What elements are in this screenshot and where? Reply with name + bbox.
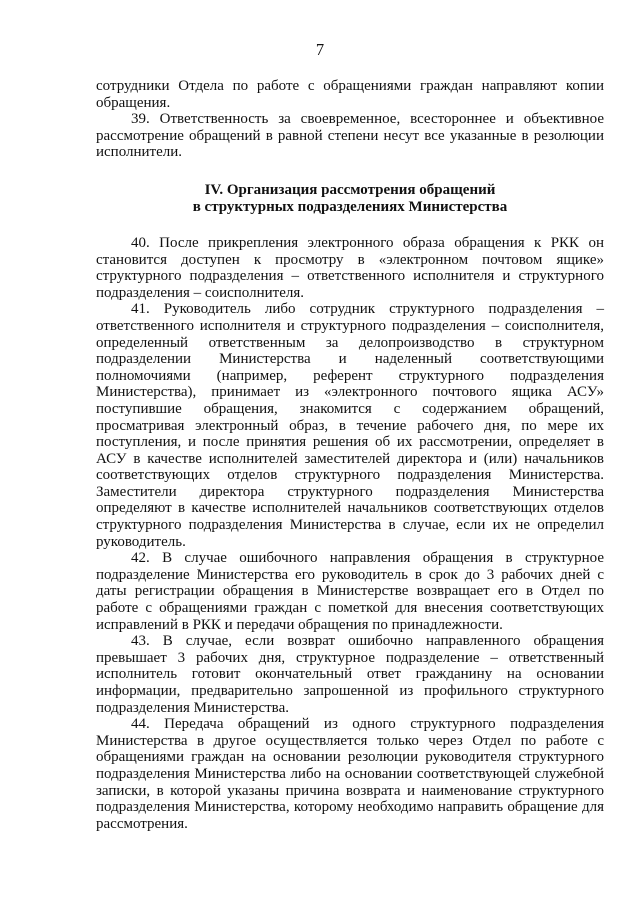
section-heading-line-2: в структурных подразделениях Министерства — [192, 198, 508, 215]
paragraph-39: 39. Ответственность за своевременное, всестороннее и объективное рассмотрение обращений в равной степени несут все указанные в резолюции исполнители. — [96, 111, 604, 161]
paragraph-43: 43. В случае, если возврат ошибочно направленного обращения превышает 3 рабочих дня, структурное подразделение – ответственный исполнитель готовит окончательный ответ гражданину на основании информации, предварительно запрошенной из профильного структурного подразделения Министерства. — [96, 633, 604, 716]
paragraph-40: 40. После прикрепления электронного образа обращения к РКК он становится доступен к просмотру в «электронном почтовом ящике» структурного подразделения – ответственного исполнителя и структурного подразделения – соисполнителя. — [96, 234, 604, 301]
document-body — [96, 78, 604, 832]
paragraph-44: 44. Передача обращений из одного структурного подразделения Министерства в другое осуществляется только через Отдел по работе с обращениями граждан на основании резолюции руководителя структурного подразделения Министерства либо на основании соответствующей служебной записки, в которой указаны причина возврата и наименование структурного подразделения Министерства, которому необходимо направить обращение для рассмотрения. — [96, 716, 604, 832]
section-heading — [96, 182, 604, 216]
paragraph-41: 41. Руководитель либо сотрудник структурного подразделения – ответственного исполнителя и структурного подразделения – соисполнителя, определенный ответственным за делопроизводство в структурном подразделении Министерства и наделенный соответствующими полномочиями (например, референт структурного подразделения Министерства), принимает из «электронного почтового ящика АСУ» поступившие обращения, знакомится с содержанием обращений, просматривая электронный образ, в течение рабочего дня, по мере их поступления, и после принятия решения об их рассмотрении, определяет в АСУ в качестве исполнителей заместителей директора и (или) начальников соответствующих отделов структурного подразделения Министерства. Заместители директора структурного подразделения Министерства определяют в качестве исполнителей начальников соответствующих отделов структурного подразделения Министерства в случае, если их не определил руководитель. — [96, 301, 604, 550]
paragraph-continuation: сотрудники Отдела по работе с обращениями граждан направляют копии обращения. — [96, 78, 604, 111]
section-heading-line-1: IV. Организация рассмотрения обращений — [204, 181, 496, 198]
paragraph-42: 42. В случае ошибочного направления обращения в структурное подразделение Министерства его руководитель в срок до 3 рабочих дней с даты регистрации обращения в Министерстве возвращает его в Отдел по работе с обращениями граждан с пометкой для внесения соответствующих исправлений в РКК и передачи обращения по принадлежности. — [96, 550, 604, 633]
page-number: 7 — [315, 40, 325, 59]
